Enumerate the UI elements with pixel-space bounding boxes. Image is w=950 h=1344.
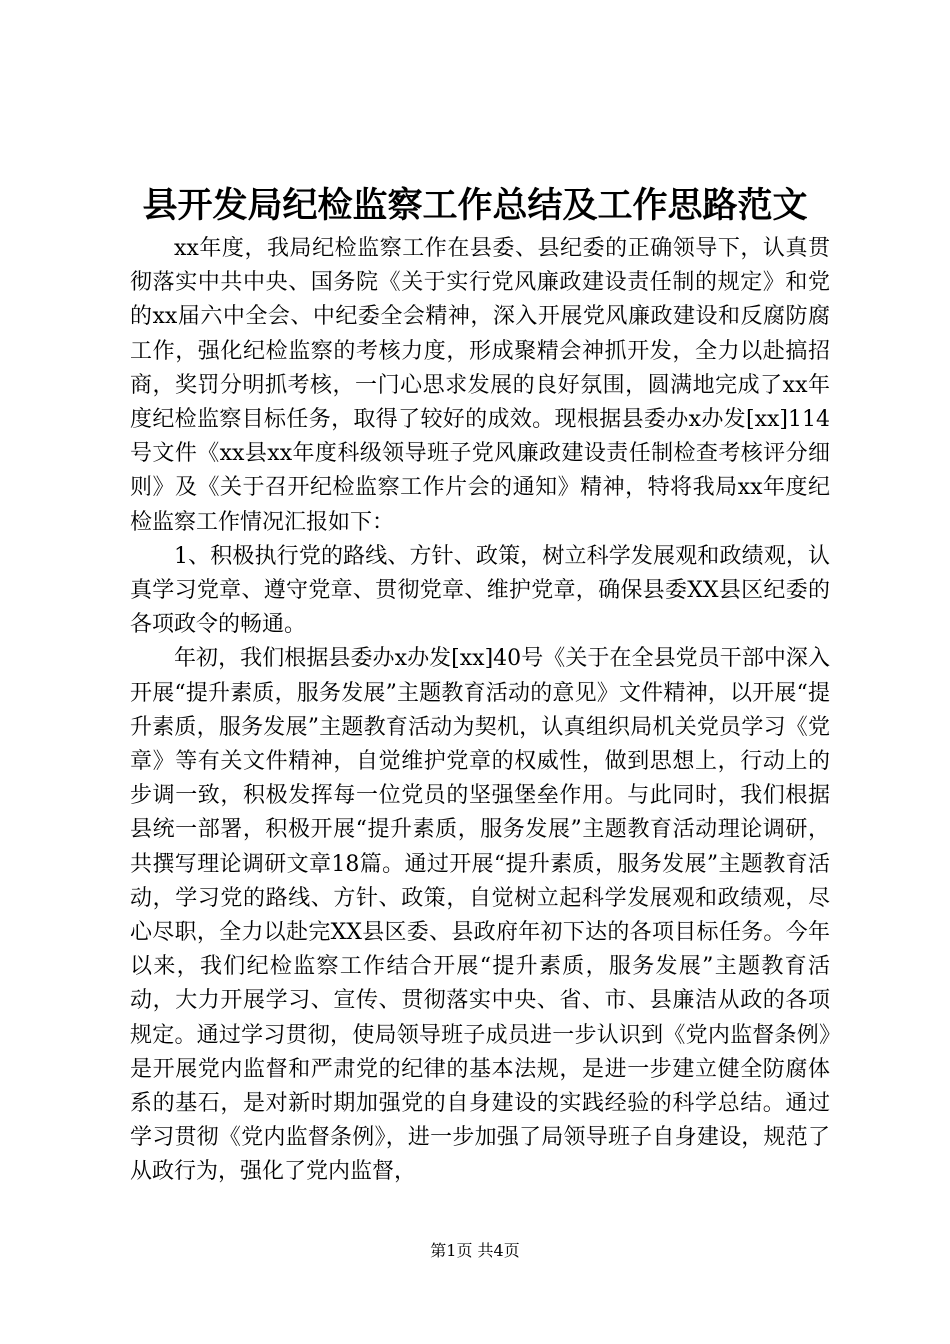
paragraph-1: xx年度，我局纪检监察工作在县委、县纪委的正确领导下，认真贯彻落实中共中央、国务院《关于实行党风廉政建设责任制的规定》和党的xx届六中全会、中纪委全会精神，深入开展党风廉政建设和反腐防腐工作，强化纪检监察的考核力度，形成聚精会神抓开发，全力以赴搞招商，奖罚分明抓考核，一门心思求发展的良好氛围，圆满地完成了xx年度纪检监察目标任务，取得了较好的成效。现根据县委办x办发[xx]114号文件《xx县xx年度科级领导班子党风廉政建设责任制检查考核评分细则》及《关于召开纪检监察工作片会的通知》精神，特将我局xx年度纪检监察工作情况汇报如下：: [130, 236, 830, 535]
page-number: 第1页 共4页: [430, 1241, 520, 1260]
document-title: 县开发局纪检监察工作总结及工作思路范文: [142, 185, 808, 226]
paragraph-3: 年初，我们根据县委办x办发[xx]40号《关于在全县党员干部中深入开展“提升素质，服务发展”主题教育活动的意见》文件精神，以开展“提升素质，服务发展”主题教育活动为契机，认真组织局机关党员学习《党章》等有关文件精神，自觉维护党章的权威性，做到思想上，行动上的步调一致，积极发挥每一位党员的坚强堡垒作用。与此同时，我们根据县统一部署，积极开展“提升素质，服务发展”主题教育活动理论调研，共撰写理论调研文章18篇。通过开展“提升素质，服务发展”主题教育活动，学习党的路线、方针、政策，自觉树立起科学发展观和政绩观，尽心尽职，全力以赴完XX县区委、县政府年初下达的各项目标任务。今年以来，我们纪检监察工作结合开展“提升素质，服务发展”主题教育活动，大力开展学习、宣传、贯彻落实中央、省、市、县廉洁从政的各项规定。通过学习贯彻，使局领导班子成员进一步认识到《党内监督条例》是开展党内监督和严肃党的纪律的基本法规，是进一步建立健全防腐体系的基石，是对新时期加强党的自身建设的实践经验的科学总结。通过学习贯彻《党内监督条例》，进一步加强了局领导班子自身建设，规范了从政行为，强化了党内监督，: [130, 646, 830, 1185]
document-body: [130, 232, 830, 1190]
page-footer: [0, 1240, 950, 1262]
paragraph-2: 1、积极执行党的路线、方针、政策，树立科学发展观和政绩观，认真学习党章、遵守党章、贯彻党章、维护党章，确保县委XX县区纪委的各项政令的畅通。: [130, 543, 830, 638]
